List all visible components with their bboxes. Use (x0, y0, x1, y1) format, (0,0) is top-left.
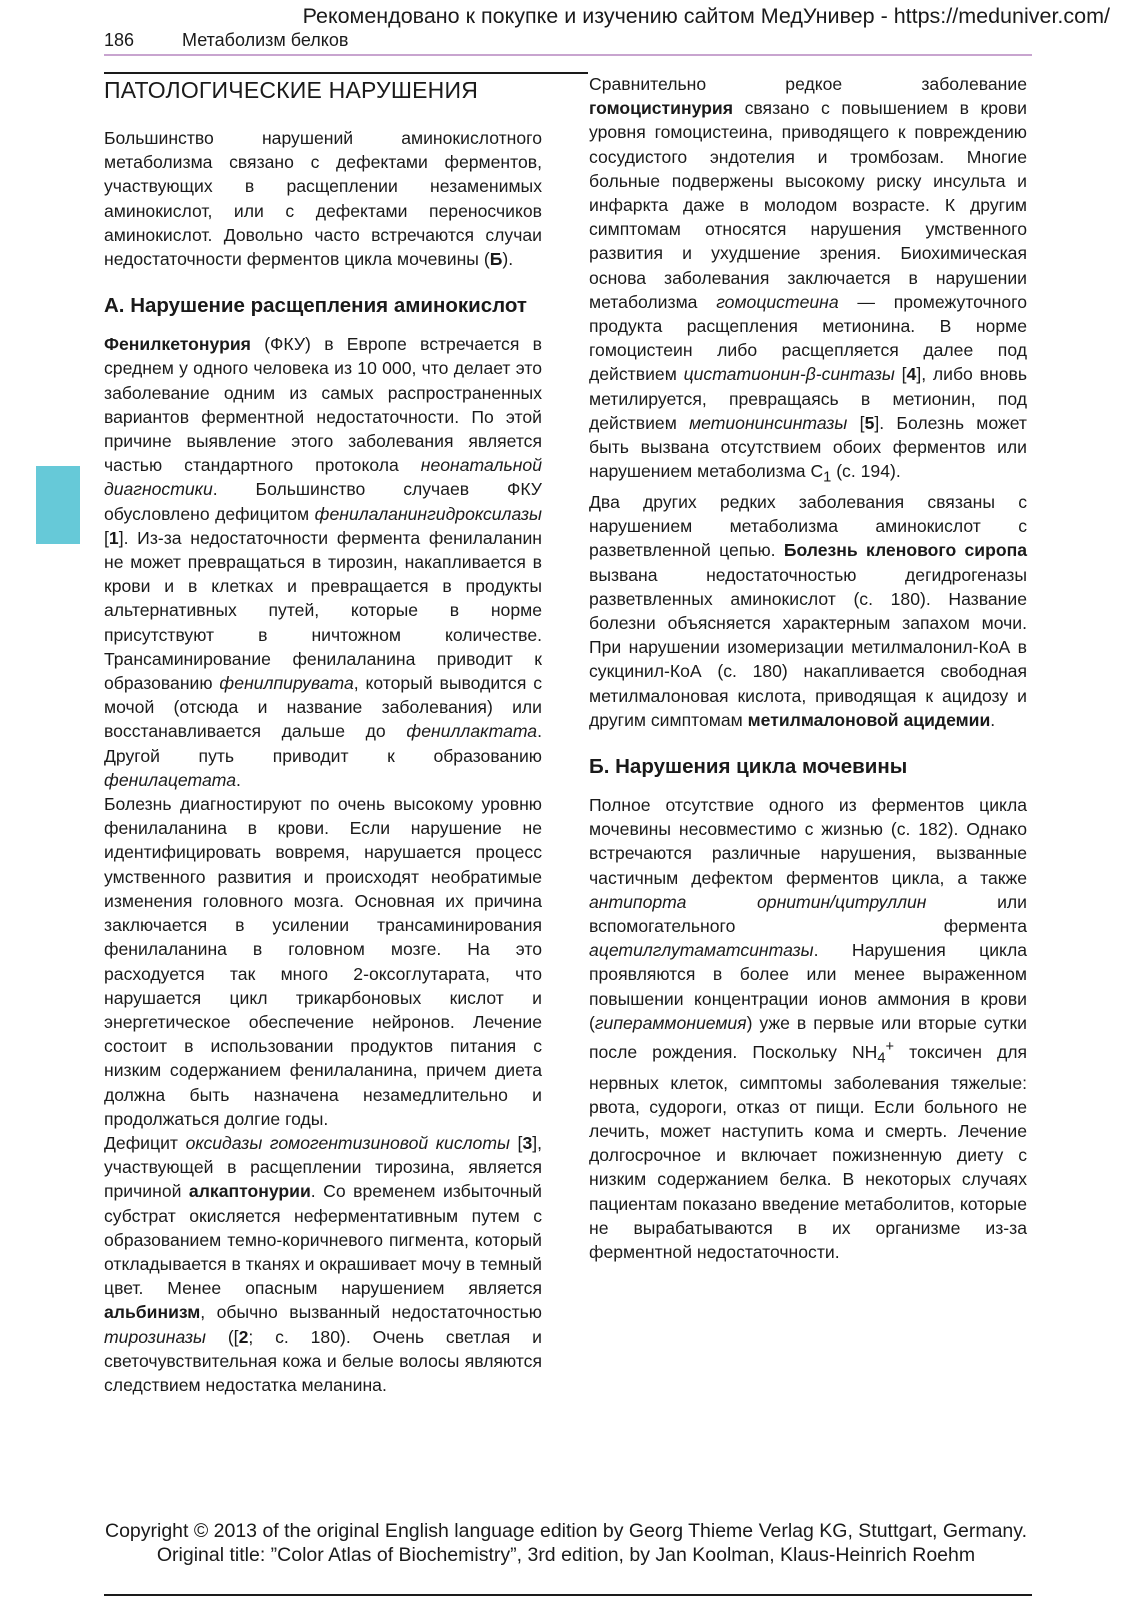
running-head (104, 30, 1032, 56)
site-banner: Рекомендовано к покупке и изучению сайтом МедУнивер - https://meduniver.com/ (302, 4, 1110, 28)
copyright-footer (0, 1519, 1132, 1567)
alkaptonuria-paragraph: Дефицит оксидазы гомогентизиновой кислоты [3], участвующей в расщеплении тирозина, является причиной алкаптонурии. Со временем избыточный субстрат окисляется неферментативным путем с образованием темно-коричневого пигмента, который откладывается в тканях и окрашивает мочу в темный цвет. Менее опасным нарушением является альбинизм, обычно вызванный недостаточностью тирозиназы ([2; с. 180). Очень светлая и светочувствительная кожа и белые волосы являются следствием недостатка меланина. (104, 1132, 543, 1395)
pku-paragraph: Фенилкетонурия (ФКУ) в Европе встречается в среднем у одного человека из 10 000, что делает это заболевание одним из самых распространенных вариантов ферментной недостаточности. По этой причине выявление этого заболевания является частью стандартного протокола неонатальной диагностики. Большинство случаев ФКУ обусловлено дефицитом фенилаланингидроксилазы [1]. Из-за недостаточности фермента фенилаланин не может превращаться в тирозин, накапливается в крови и в клетках и превращается в продукты альтернативных путей, которые в норме присутствуют в ничтожном количестве. Трансаминирование фенилаланина приводит к образованию фенилпирувата, который выводится с мочой (отсюда и название заболевания) или восстанавливается дальше до фениллактата. Другой путь приводит к образованию фенилацетата. (104, 334, 542, 790)
section-color-tab (36, 466, 80, 544)
section-title-block (104, 72, 588, 104)
footer-divider (104, 1594, 1032, 1596)
page-number: 186 (104, 30, 135, 50)
left-column (104, 126, 542, 1397)
diagnosis-paragraph: Болезнь диагностируют по очень высокому уровню фенилаланина в крови. Если нарушение не идентифицировать вовремя, нарушается процесс умственного развития и происходят необратимые изменения головного мозга. Основная их причина заключается в усилении трансаминирования фенилаланина в головном мозге. На это расходуется так много 2-оксоглутарата, что нарушается цикл трикарбоновых кислот и энергетическое обеспечение нейронов. Лечение состоит в использовании продуктов питания с низким содержанием фенилаланина, причем диета должна быть назначена незамедлительно и продолжаться долгие годы. (104, 794, 542, 1129)
copyright-line-2: Original title: ”Color Atlas of Biochemistry”, 3rd edition, by Jan Koolman, Klaus-Heinrich Roehm (156, 1544, 976, 1566)
subsection-a-title: А. Нарушение расщепления аминокислот (104, 294, 527, 318)
urea-cycle-paragraph: Полное отсутствие одного из ферментов цикла мочевины несовместимо с жизнью (с. 182). Однако встречаются различные нарушения, вызванные частичным дефектом ферментов цикла, а также антипорта орнитин/цитруллин или вспомогательного фермента ацетилглутаматсинтазы. Нарушения цикла проявляются в более или менее выраженном повышении концентрации ионов аммония в крови (гипераммониемия) уже в первые или вторые сутки после рождения. Поскольку $NH_4^+$ токсичен для нервных клеток, симптомы заболевания тяжелые: рвота, судороги, отказ от пищи. Если больного не лечить, может наступить кома и смерть. Лечение долгосрочное и включает пожизненную диету с низким содержанием белка. В некоторых случаях пациентам показано введение метаболитов, которые не вырабатываются в их организме из-за ферментной недостаточности. (589, 795, 1028, 1263)
branched-chain-paragraph: Два других редких заболевания связаны с нарушением метаболизма аминокислот с разветвленной цепью. Болезнь кленового сиропа вызвана недостаточностью дегидрогеназы разветвленных аминокислот (с. 180). Название болезни объясняется характерным запахом мочи. При нарушении изомеризации метилмалонил-КоА в сукцинил-КоА (с. 180) накапливается свободная метилмалоновая кислота, приводящая к ацидозу и другим симптомам метилмалоновой ацидемии. (589, 491, 1027, 730)
subsection-b-title: Б. Нарушения цикла мочевины (589, 755, 908, 778)
chapter-title: Метаболизм белков (182, 30, 349, 50)
section-title: ПАТОЛОГИЧЕСКИЕ НАРУШЕНИЯ (104, 77, 479, 103)
intro-paragraph: Большинство нарушений аминокислотного метаболизма связано с дефектами ферментов, участвующих в расщеплении незаменимых аминокислот, или с дефектами переносчиков аминокислот. Довольно часто встречаются случаи недостаточности ферментов цикла мочевины (Б). (104, 128, 542, 270)
right-column (589, 72, 1027, 1264)
homocystinuria-paragraph: Сравнительно редкое заболевание гомоцистинурия связано с повышением в крови уровня гомоцистеина, приводящего к повреждению сосудистого эндотелия и тромбозам. Многие больные подвержены высокому риску инсульта и инфаркта даже в молодом возрасте. К другим симптомам относятся нарушения умственного развития и ухудшение зрения. Биохимическая основа заболевания заключается в нарушении метаболизма гомоцистеина — промежуточного продукта расщепления метионина. В норме гомоцистеин либо расщепляется далее под действием цистатионин-β-синтазы [4], либо вновь метилируется, превращаясь в метионин, под действием метионинсинтазы [5]. Болезнь может быть вызвана отсутствием обоих ферментов или нарушением метаболизма $C_1$ (с. 194). (589, 74, 1027, 486)
copyright-line-1: Copyright © 2013 of the original English language edition by Georg Thieme Verlag KG, Stuttgart, Germany. (104, 1520, 1027, 1542)
